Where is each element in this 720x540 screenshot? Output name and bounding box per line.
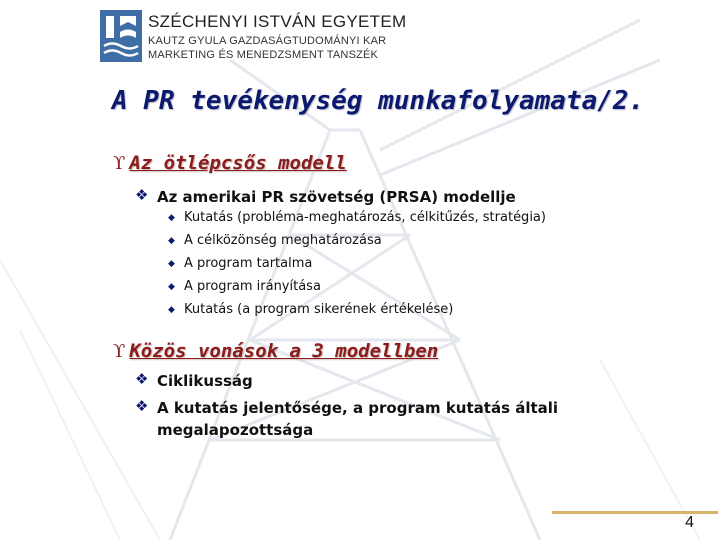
section-heading-text: Közös vonások a 3 modellben xyxy=(129,340,439,362)
page-number: 4 xyxy=(685,514,694,531)
list-item-text: A program irányítása xyxy=(184,279,321,294)
list-item xyxy=(168,210,546,225)
list-item xyxy=(168,279,321,294)
diamond-bullet-icon: ❖ xyxy=(135,397,149,415)
section-heading-text: Az ötlépcsős modell xyxy=(129,152,347,174)
small-diamond-bullet-icon: ◆ xyxy=(168,281,175,292)
list-item-text: Kutatás (probléma-meghatározás, célkitűzés, stratégia) xyxy=(184,210,546,225)
subpoint-text: A kutatás jelentősége, a program kutatás általi megalapozottsága xyxy=(157,399,559,439)
small-diamond-bullet-icon: ◆ xyxy=(168,235,175,246)
faculty-name: KAUTZ GYULA GAZDASÁGTUDOMÁNYI KAR xyxy=(148,35,387,47)
list-item xyxy=(168,302,453,317)
section-heading-five-step-model xyxy=(113,152,347,174)
list-item-text: A program tartalma xyxy=(184,256,313,271)
department-name: MARKETING ÉS MENEDZSMENT TANSZÉK xyxy=(148,49,379,61)
list-item-text: Kutatás (a program sikerének értékelése) xyxy=(184,302,454,317)
y-bullet-icon: ϒ xyxy=(113,340,126,362)
university-logo-icon xyxy=(100,10,142,62)
list-item xyxy=(168,233,382,248)
small-diamond-bullet-icon: ◆ xyxy=(168,258,175,269)
small-diamond-bullet-icon: ◆ xyxy=(168,212,175,223)
diamond-bullet-icon: ❖ xyxy=(135,370,149,388)
subpoint-prsa-model xyxy=(135,186,516,208)
list-item xyxy=(168,256,312,271)
small-diamond-bullet-icon: ◆ xyxy=(168,304,175,315)
subpoint-cyclicality xyxy=(135,370,253,392)
slide-title: A PR tevékenység munkafolyamata/2. xyxy=(112,86,645,116)
subpoint-research-importance xyxy=(135,397,615,441)
list-item-text: A célközönség meghatározása xyxy=(184,233,382,248)
subpoint-text: Ciklikusság xyxy=(157,372,253,390)
y-bullet-icon: ϒ xyxy=(113,152,126,174)
university-name: SZÉCHENYI ISTVÁN EGYETEM xyxy=(148,12,407,31)
diamond-bullet-icon: ❖ xyxy=(135,186,149,204)
subpoint-text: Az amerikai PR szövetség (PRSA) modellje xyxy=(157,188,516,206)
section-heading-common-features xyxy=(113,340,438,362)
